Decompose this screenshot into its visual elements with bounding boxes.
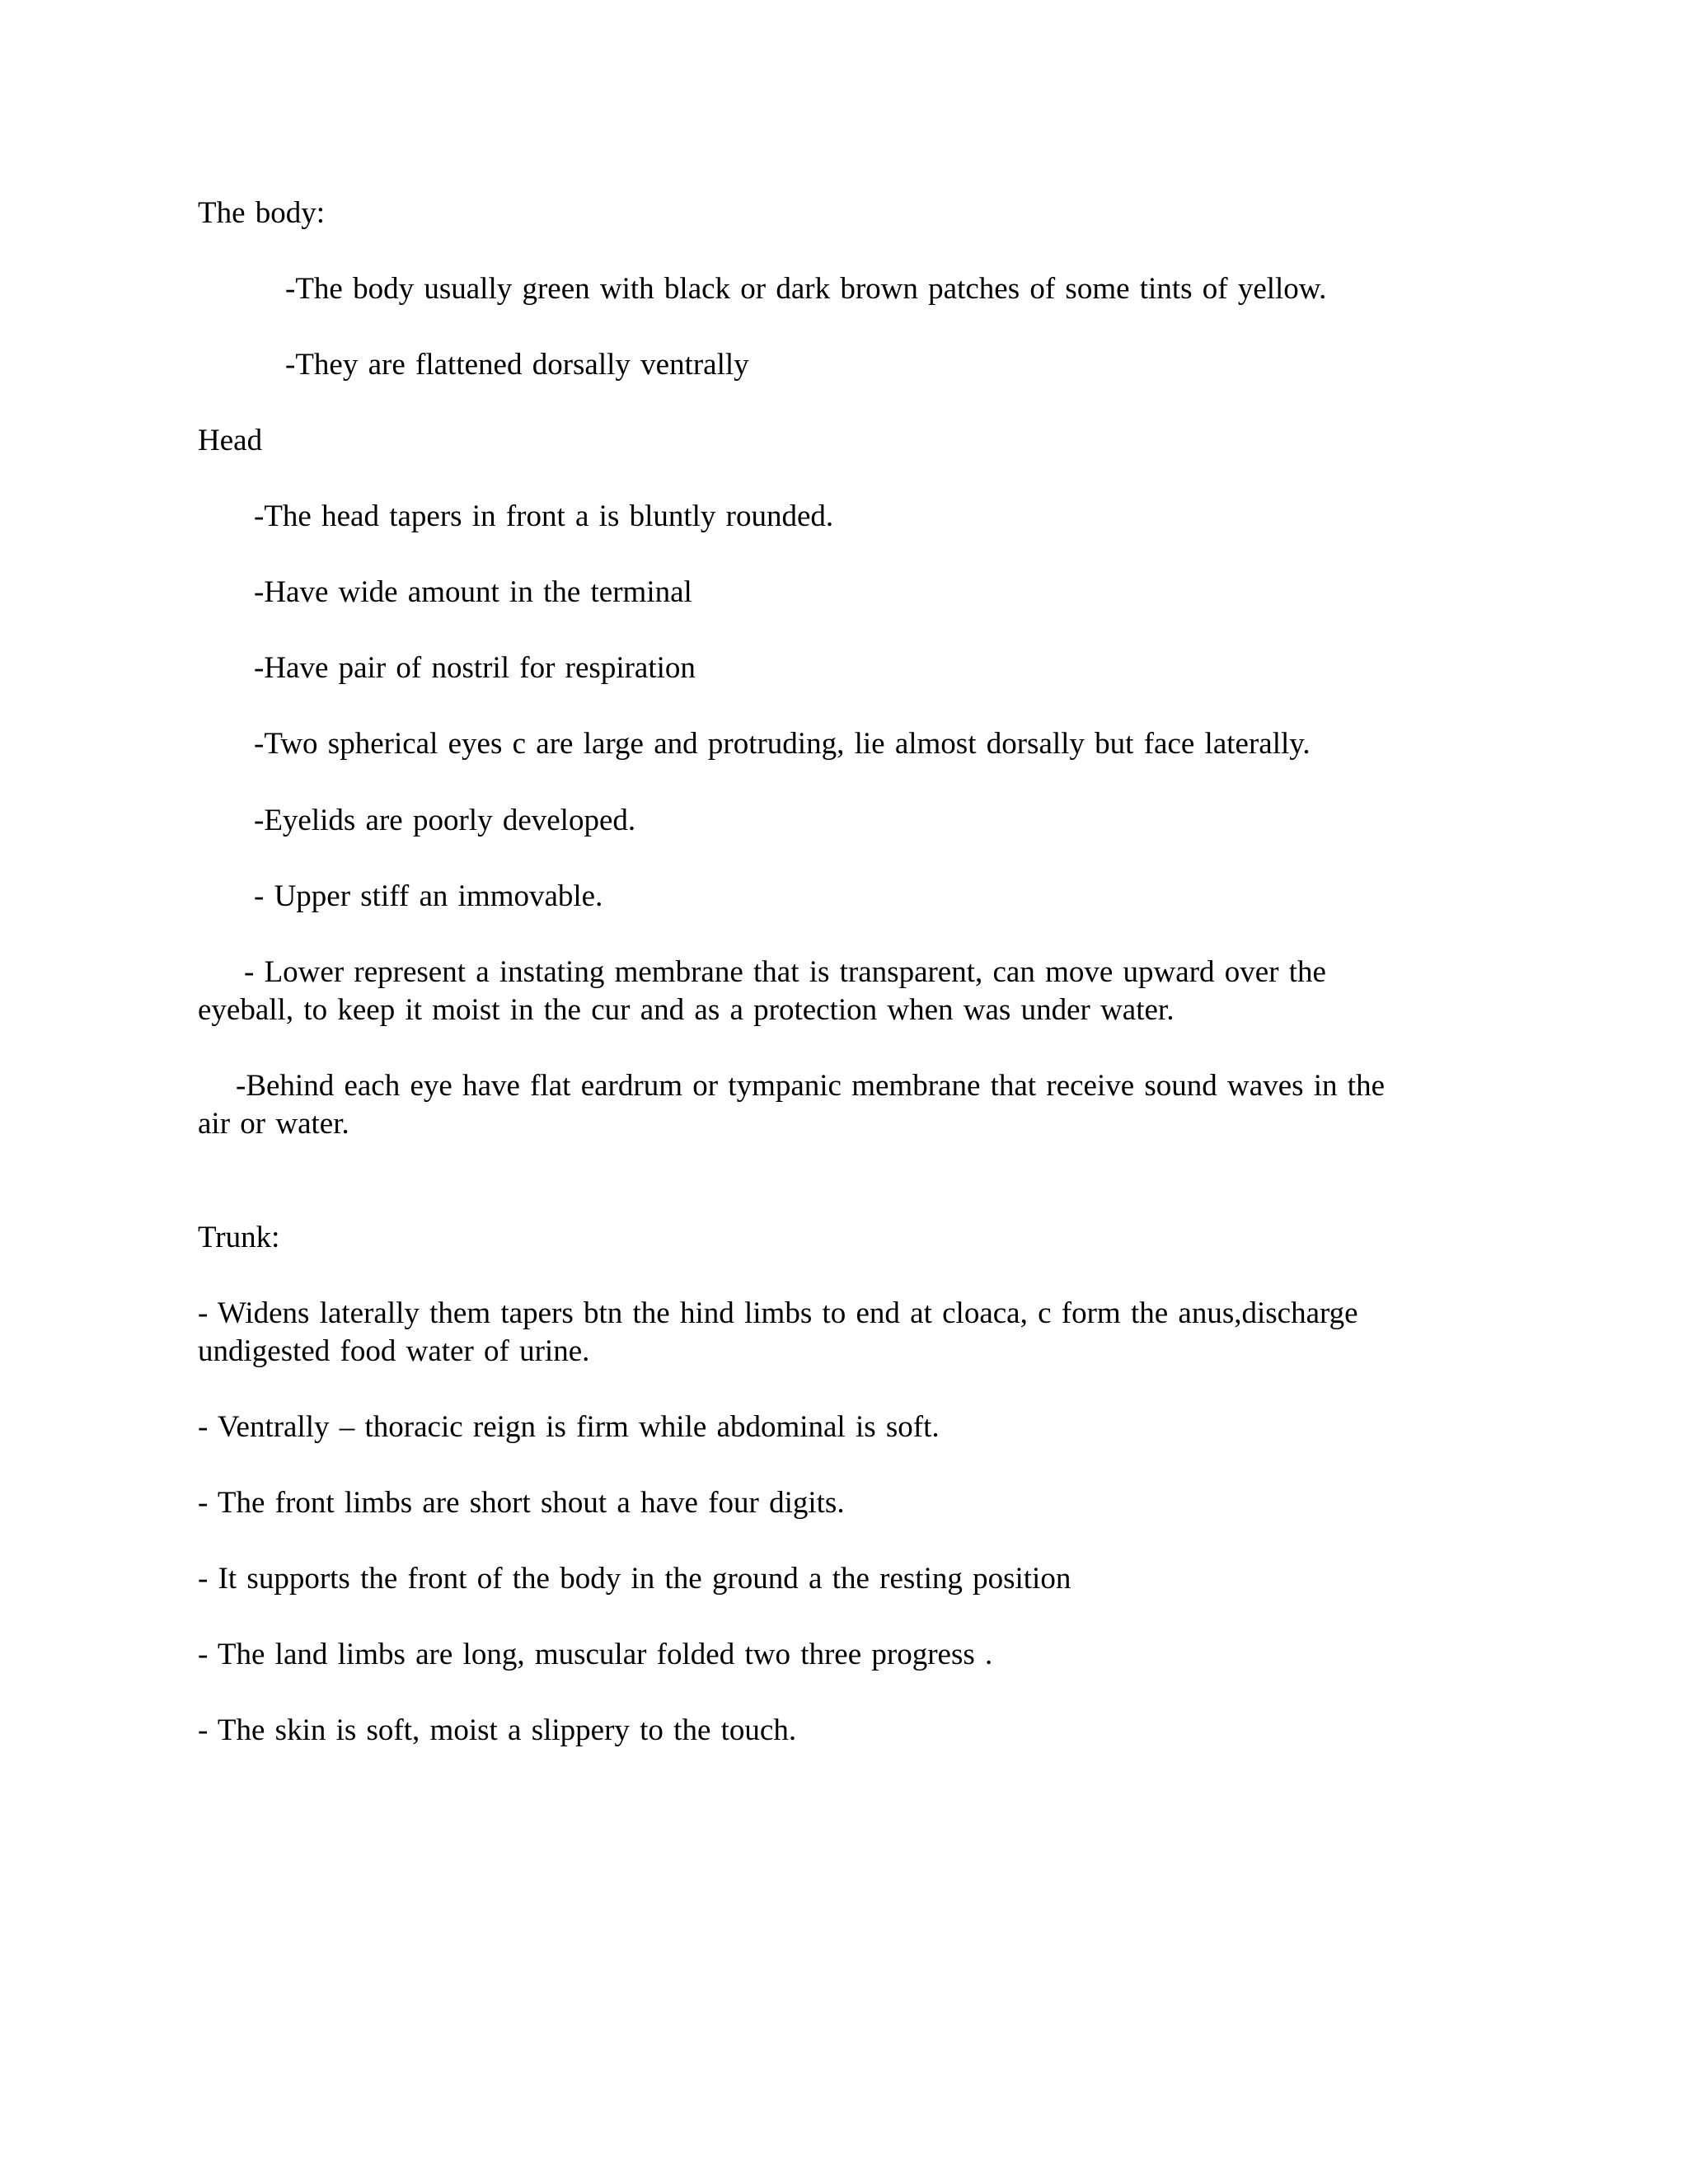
head-item-lower-line1: - Lower represent a instating membrane that is transparent, can move upward over the (244, 955, 1326, 989)
head-item-mouth: -Have wide amount in the terminal (254, 575, 692, 609)
head-item-upper: - Upper stiff an immovable. (254, 879, 603, 913)
head-item-eyelids: -Eyelids are poorly developed. (254, 804, 636, 837)
section-heading-head: Head (198, 424, 263, 457)
trunk-item-skin: - The skin is soft, moist a slippery to the touch. (198, 1713, 797, 1747)
head-item-behind-line1: -Behind each eye have flat eardrum or tympanic membrane that receive sound waves in the (236, 1069, 1385, 1103)
head-item-behind-line2: air or water. (198, 1107, 349, 1141)
head-item-eyes: -Two spherical eyes c are large and protruding, lie almost dorsally but face laterally. (254, 727, 1311, 761)
head-item-nostril: -Have pair of nostril for respiration (254, 651, 696, 685)
head-item-tapers: -The head tapers in front a is bluntly rounded. (254, 499, 834, 533)
trunk-item-land-limbs: - The land limbs are long, muscular folded two three progress . (198, 1638, 993, 1671)
trunk-item-front-limbs: - The front limbs are short shout a have four digits. (198, 1486, 845, 1520)
trunk-item-supports: - It supports the front of the body in the ground a the resting position (198, 1562, 1071, 1596)
trunk-item-widens-line1: - Widens laterally them tapers btn the hind limbs to end at cloaca, c form the anus,discharge (198, 1296, 1358, 1330)
body-item-color: -The body usually green with black or dark brown patches of some tints of yellow. (285, 272, 1327, 306)
section-heading-body: The body: (198, 196, 326, 230)
body-item-flattened: -They are flattened dorsally ventrally (285, 348, 749, 382)
trunk-item-ventrally: - Ventrally – thoracic reign is firm while abdominal is soft. (198, 1410, 940, 1444)
section-heading-trunk: Trunk: (198, 1221, 280, 1254)
head-item-lower-line2: eyeball, to keep it moist in the cur and as a protection when was under water. (198, 993, 1175, 1027)
trunk-item-widens-line2: undigested food water of urine. (198, 1334, 590, 1368)
